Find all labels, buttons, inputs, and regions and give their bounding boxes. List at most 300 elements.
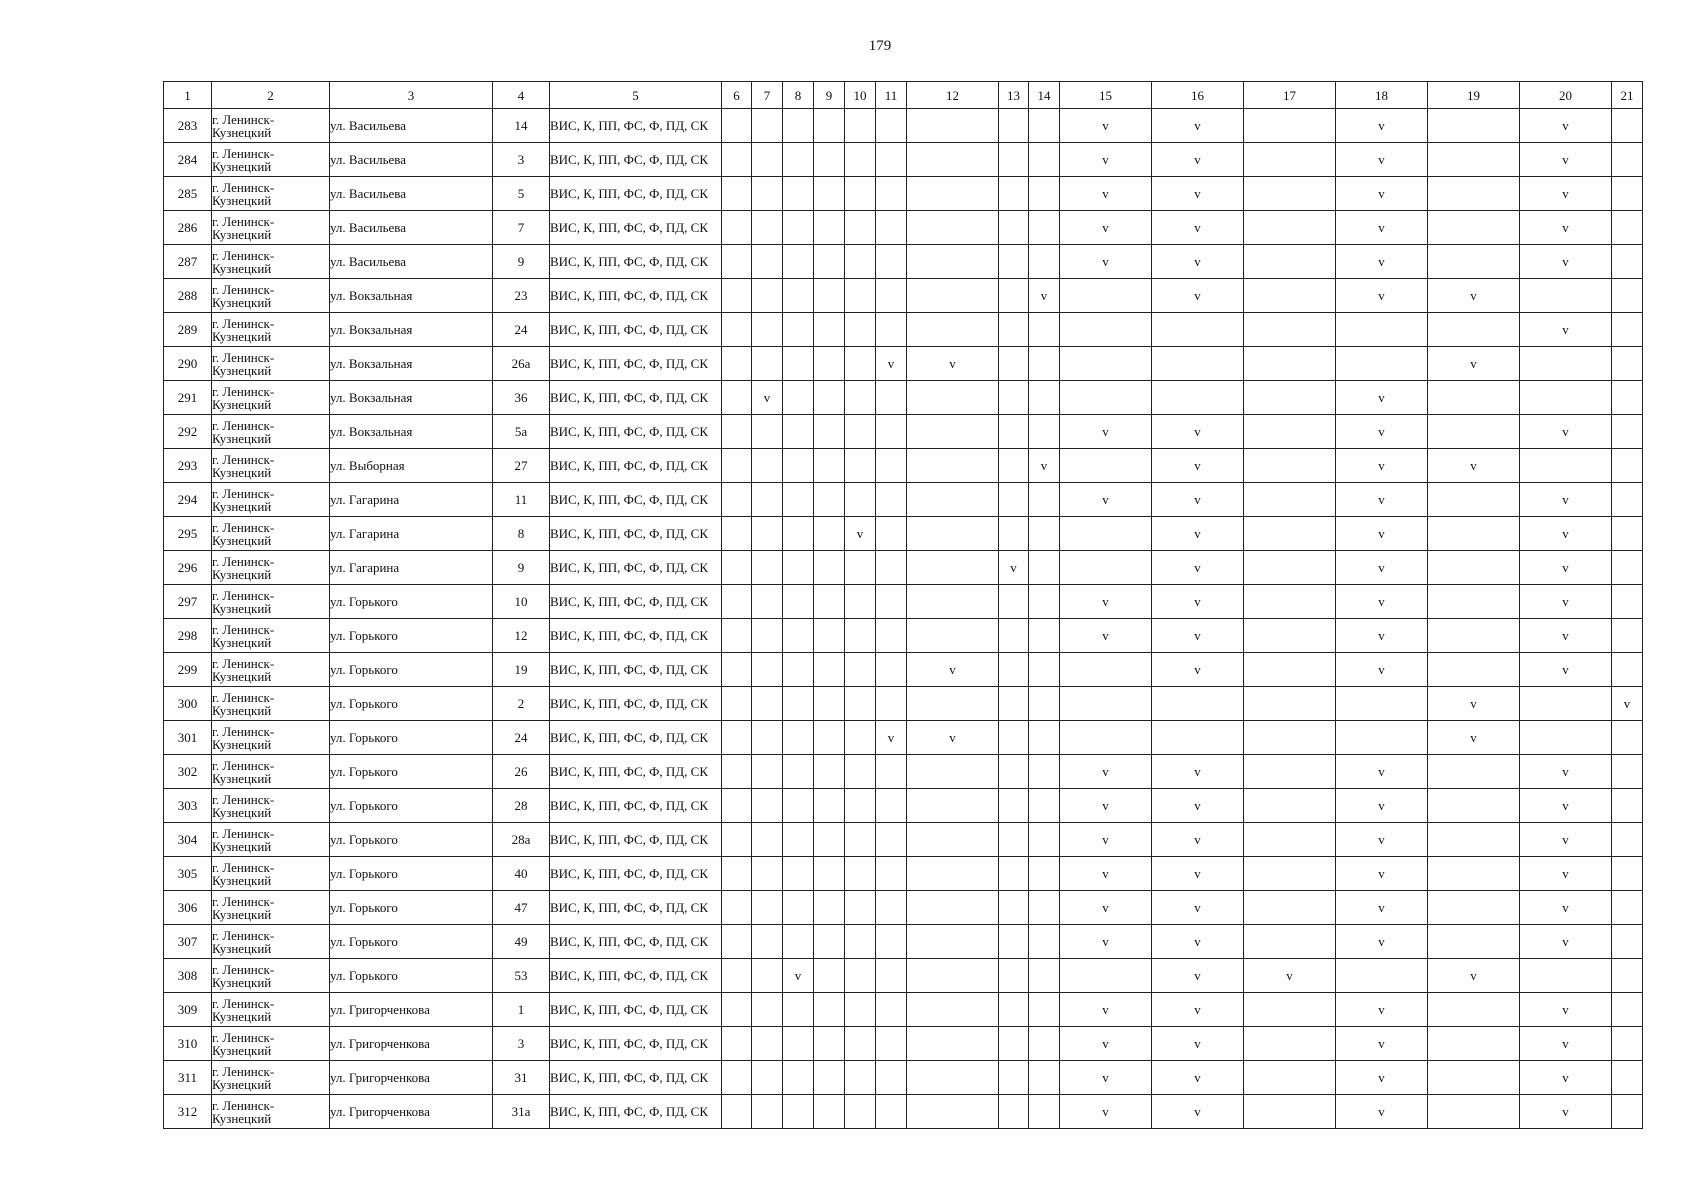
city-cell: г. Ленинск-Кузнецкий — [212, 687, 330, 721]
empty-cell — [752, 313, 783, 347]
check-mark-cell: v — [1152, 585, 1244, 619]
check-mark-cell: v — [1336, 381, 1428, 415]
check-mark-cell: v — [1152, 483, 1244, 517]
empty-cell — [1060, 313, 1152, 347]
empty-cell — [814, 959, 845, 993]
empty-cell — [752, 551, 783, 585]
table-row — [164, 1027, 1643, 1061]
empty-cell — [999, 993, 1029, 1027]
house-number-cell: 53 — [493, 959, 550, 993]
empty-cell — [752, 279, 783, 313]
empty-cell — [722, 1027, 752, 1061]
empty-cell — [783, 551, 814, 585]
empty-cell — [722, 687, 752, 721]
city-cell: г. Ленинск-Кузнецкий — [212, 721, 330, 755]
city-cell: г. Ленинск-Кузнецкий — [212, 347, 330, 381]
empty-cell — [999, 143, 1029, 177]
work-types-cell: ВИС, К, ПП, ФС, Ф, ПД, СК — [550, 755, 722, 789]
empty-cell — [845, 245, 876, 279]
city-cell: г. Ленинск-Кузнецкий — [212, 1095, 330, 1129]
check-mark-cell: v — [1428, 449, 1520, 483]
address-table — [163, 81, 1643, 1129]
check-mark-cell: v — [876, 721, 907, 755]
check-mark-cell: v — [1336, 279, 1428, 313]
house-number-cell: 24 — [493, 721, 550, 755]
empty-cell — [907, 789, 999, 823]
work-types-cell: ВИС, К, ПП, ФС, Ф, ПД, СК — [550, 925, 722, 959]
table-row — [164, 449, 1643, 483]
empty-cell — [722, 211, 752, 245]
empty-cell — [814, 245, 845, 279]
empty-cell — [1244, 109, 1336, 143]
empty-cell — [1612, 619, 1643, 653]
empty-cell — [845, 891, 876, 925]
empty-cell — [752, 109, 783, 143]
check-mark-cell: v — [1060, 993, 1152, 1027]
empty-cell — [783, 313, 814, 347]
empty-cell — [752, 211, 783, 245]
work-types-cell: ВИС, К, ПП, ФС, Ф, ПД, СК — [550, 687, 722, 721]
empty-cell — [845, 993, 876, 1027]
empty-cell — [999, 653, 1029, 687]
empty-cell — [845, 109, 876, 143]
column-header: 11 — [876, 82, 907, 109]
empty-cell — [783, 721, 814, 755]
house-number-cell: 1 — [493, 993, 550, 1027]
empty-cell — [845, 823, 876, 857]
check-mark-cell: v — [1336, 483, 1428, 517]
empty-cell — [1244, 517, 1336, 551]
work-types-cell: ВИС, К, ПП, ФС, Ф, ПД, СК — [550, 449, 722, 483]
table-row — [164, 177, 1643, 211]
check-mark-cell: v — [1336, 177, 1428, 211]
empty-cell — [1520, 381, 1612, 415]
empty-cell — [1029, 109, 1060, 143]
empty-cell — [999, 279, 1029, 313]
table-row — [164, 653, 1643, 687]
empty-cell — [1244, 823, 1336, 857]
empty-cell — [814, 551, 845, 585]
empty-cell — [752, 347, 783, 381]
row-number-cell: 309 — [164, 993, 212, 1027]
work-types-cell: ВИС, К, ПП, ФС, Ф, ПД, СК — [550, 109, 722, 143]
table-row — [164, 211, 1643, 245]
check-mark-cell: v — [1060, 1061, 1152, 1095]
check-mark-cell: v — [1520, 585, 1612, 619]
city-cell: г. Ленинск-Кузнецкий — [212, 585, 330, 619]
work-types-cell: ВИС, К, ПП, ФС, Ф, ПД, СК — [550, 959, 722, 993]
city-cell: г. Ленинск-Кузнецкий — [212, 653, 330, 687]
empty-cell — [722, 1095, 752, 1129]
empty-cell — [783, 449, 814, 483]
empty-cell — [814, 143, 845, 177]
work-types-cell: ВИС, К, ПП, ФС, Ф, ПД, СК — [550, 619, 722, 653]
street-cell: ул. Горького — [330, 687, 493, 721]
empty-cell — [814, 177, 845, 211]
empty-cell — [752, 1027, 783, 1061]
empty-cell — [1029, 211, 1060, 245]
check-mark-cell: v — [1060, 177, 1152, 211]
empty-cell — [999, 1095, 1029, 1129]
empty-cell — [1428, 925, 1520, 959]
empty-cell — [722, 857, 752, 891]
empty-cell — [1428, 993, 1520, 1027]
check-mark-cell: v — [1520, 1027, 1612, 1061]
check-mark-cell: v — [1060, 585, 1152, 619]
empty-cell — [876, 279, 907, 313]
header-row — [164, 82, 1643, 109]
check-mark-cell: v — [1336, 993, 1428, 1027]
street-cell: ул. Выборная — [330, 449, 493, 483]
empty-cell — [783, 143, 814, 177]
table-row — [164, 959, 1643, 993]
empty-cell — [814, 347, 845, 381]
empty-cell — [845, 653, 876, 687]
empty-cell — [999, 415, 1029, 449]
city-cell: г. Ленинск-Кузнецкий — [212, 415, 330, 449]
house-number-cell: 47 — [493, 891, 550, 925]
row-number-cell: 300 — [164, 687, 212, 721]
empty-cell — [1060, 721, 1152, 755]
city-cell: г. Ленинск-Кузнецкий — [212, 211, 330, 245]
empty-cell — [1428, 823, 1520, 857]
empty-cell — [845, 959, 876, 993]
row-number-cell: 307 — [164, 925, 212, 959]
empty-cell — [1612, 245, 1643, 279]
empty-cell — [1244, 993, 1336, 1027]
empty-cell — [752, 1095, 783, 1129]
empty-cell — [999, 313, 1029, 347]
empty-cell — [1520, 279, 1612, 313]
empty-cell — [752, 619, 783, 653]
empty-cell — [876, 823, 907, 857]
table-row — [164, 245, 1643, 279]
house-number-cell: 7 — [493, 211, 550, 245]
check-mark-cell: v — [1520, 551, 1612, 585]
empty-cell — [752, 517, 783, 551]
empty-cell — [907, 619, 999, 653]
row-number-cell: 296 — [164, 551, 212, 585]
work-types-cell: ВИС, К, ПП, ФС, Ф, ПД, СК — [550, 551, 722, 585]
empty-cell — [722, 449, 752, 483]
empty-cell — [907, 925, 999, 959]
empty-cell — [814, 449, 845, 483]
empty-cell — [845, 925, 876, 959]
empty-cell — [783, 245, 814, 279]
check-mark-cell: v — [1520, 755, 1612, 789]
empty-cell — [783, 823, 814, 857]
empty-cell — [1244, 687, 1336, 721]
empty-cell — [752, 653, 783, 687]
empty-cell — [1612, 143, 1643, 177]
empty-cell — [1244, 1095, 1336, 1129]
empty-cell — [1428, 109, 1520, 143]
city-cell: г. Ленинск-Кузнецкий — [212, 823, 330, 857]
empty-cell — [907, 415, 999, 449]
check-mark-cell: v — [1520, 1095, 1612, 1129]
city-cell: г. Ленинск-Кузнецкий — [212, 755, 330, 789]
column-header: 18 — [1336, 82, 1428, 109]
empty-cell — [783, 279, 814, 313]
empty-cell — [752, 177, 783, 211]
empty-cell — [1029, 891, 1060, 925]
check-mark-cell: v — [1520, 857, 1612, 891]
empty-cell — [999, 721, 1029, 755]
empty-cell — [1428, 415, 1520, 449]
empty-cell — [814, 789, 845, 823]
check-mark-cell: v — [1336, 551, 1428, 585]
empty-cell — [783, 755, 814, 789]
empty-cell — [907, 449, 999, 483]
empty-cell — [1428, 1027, 1520, 1061]
empty-cell — [814, 857, 845, 891]
check-mark-cell: v — [1428, 687, 1520, 721]
table-row — [164, 109, 1643, 143]
house-number-cell: 28 — [493, 789, 550, 823]
check-mark-cell: v — [907, 347, 999, 381]
empty-cell — [845, 483, 876, 517]
check-mark-cell: v — [1336, 1061, 1428, 1095]
empty-cell — [1029, 993, 1060, 1027]
empty-cell — [1612, 279, 1643, 313]
empty-cell — [907, 1061, 999, 1095]
check-mark-cell: v — [1336, 1095, 1428, 1129]
check-mark-cell: v — [1152, 619, 1244, 653]
empty-cell — [907, 381, 999, 415]
city-cell: г. Ленинск-Кузнецкий — [212, 381, 330, 415]
empty-cell — [1612, 925, 1643, 959]
empty-cell — [752, 687, 783, 721]
empty-cell — [1428, 143, 1520, 177]
empty-cell — [1612, 789, 1643, 823]
empty-cell — [876, 959, 907, 993]
empty-cell — [1612, 347, 1643, 381]
empty-cell — [722, 1061, 752, 1095]
check-mark-cell: v — [1152, 415, 1244, 449]
city-cell: г. Ленинск-Кузнецкий — [212, 517, 330, 551]
table-row — [164, 687, 1643, 721]
empty-cell — [845, 1027, 876, 1061]
empty-cell — [999, 789, 1029, 823]
empty-cell — [907, 177, 999, 211]
column-header: 12 — [907, 82, 999, 109]
empty-cell — [876, 109, 907, 143]
empty-cell — [1336, 347, 1428, 381]
column-header: 7 — [752, 82, 783, 109]
empty-cell — [845, 619, 876, 653]
check-mark-cell: v — [1520, 313, 1612, 347]
check-mark-cell: v — [1244, 959, 1336, 993]
check-mark-cell: v — [1060, 109, 1152, 143]
check-mark-cell: v — [1152, 177, 1244, 211]
table-row — [164, 585, 1643, 619]
check-mark-cell: v — [1152, 925, 1244, 959]
check-mark-cell: v — [1520, 109, 1612, 143]
table-row — [164, 279, 1643, 313]
empty-cell — [1612, 585, 1643, 619]
empty-cell — [1612, 1061, 1643, 1095]
work-types-cell: ВИС, К, ПП, ФС, Ф, ПД, СК — [550, 211, 722, 245]
empty-cell — [1029, 823, 1060, 857]
empty-cell — [876, 925, 907, 959]
empty-cell — [999, 1027, 1029, 1061]
empty-cell — [783, 857, 814, 891]
check-mark-cell: v — [1336, 653, 1428, 687]
empty-cell — [845, 143, 876, 177]
house-number-cell: 5 — [493, 177, 550, 211]
empty-cell — [876, 789, 907, 823]
city-cell: г. Ленинск-Кузнецкий — [212, 313, 330, 347]
house-number-cell: 11 — [493, 483, 550, 517]
empty-cell — [845, 687, 876, 721]
empty-cell — [1060, 653, 1152, 687]
empty-cell — [999, 211, 1029, 245]
empty-cell — [814, 653, 845, 687]
check-mark-cell: v — [1060, 143, 1152, 177]
empty-cell — [1612, 313, 1643, 347]
empty-cell — [783, 687, 814, 721]
work-types-cell: ВИС, К, ПП, ФС, Ф, ПД, СК — [550, 993, 722, 1027]
row-number-cell: 297 — [164, 585, 212, 619]
empty-cell — [845, 1095, 876, 1129]
work-types-cell: ВИС, К, ПП, ФС, Ф, ПД, СК — [550, 1095, 722, 1129]
house-number-cell: 3 — [493, 143, 550, 177]
check-mark-cell: v — [907, 721, 999, 755]
empty-cell — [876, 653, 907, 687]
row-number-cell: 308 — [164, 959, 212, 993]
empty-cell — [1244, 1027, 1336, 1061]
empty-cell — [783, 109, 814, 143]
city-cell: г. Ленинск-Кузнецкий — [212, 483, 330, 517]
empty-cell — [814, 381, 845, 415]
empty-cell — [814, 823, 845, 857]
city-cell: г. Ленинск-Кузнецкий — [212, 143, 330, 177]
check-mark-cell: v — [1060, 483, 1152, 517]
check-mark-cell: v — [1060, 415, 1152, 449]
empty-cell — [722, 143, 752, 177]
empty-cell — [814, 517, 845, 551]
check-mark-cell: v — [1152, 993, 1244, 1027]
table-row — [164, 483, 1643, 517]
empty-cell — [1520, 959, 1612, 993]
column-header: 6 — [722, 82, 752, 109]
check-mark-cell: v — [1029, 449, 1060, 483]
check-mark-cell: v — [1520, 483, 1612, 517]
empty-cell — [752, 925, 783, 959]
check-mark-cell: v — [1060, 1027, 1152, 1061]
empty-cell — [1612, 755, 1643, 789]
empty-cell — [722, 823, 752, 857]
row-number-cell: 288 — [164, 279, 212, 313]
street-cell: ул. Горького — [330, 619, 493, 653]
empty-cell — [999, 1061, 1029, 1095]
empty-cell — [1428, 1095, 1520, 1129]
empty-cell — [1336, 687, 1428, 721]
empty-cell — [752, 857, 783, 891]
house-number-cell: 23 — [493, 279, 550, 313]
empty-cell — [814, 721, 845, 755]
work-types-cell: ВИС, К, ПП, ФС, Ф, ПД, СК — [550, 517, 722, 551]
empty-cell — [907, 891, 999, 925]
check-mark-cell: v — [1520, 619, 1612, 653]
check-mark-cell: v — [1520, 211, 1612, 245]
empty-cell — [845, 279, 876, 313]
street-cell: ул. Григорченкова — [330, 1095, 493, 1129]
empty-cell — [752, 585, 783, 619]
empty-cell — [1244, 653, 1336, 687]
check-mark-cell: v — [1336, 1027, 1428, 1061]
check-mark-cell: v — [1060, 1095, 1152, 1129]
row-number-cell: 285 — [164, 177, 212, 211]
column-header: 10 — [845, 82, 876, 109]
check-mark-cell: v — [1336, 823, 1428, 857]
empty-cell — [1428, 857, 1520, 891]
city-cell: г. Ленинск-Кузнецкий — [212, 245, 330, 279]
empty-cell — [999, 755, 1029, 789]
empty-cell — [876, 1061, 907, 1095]
empty-cell — [1612, 857, 1643, 891]
check-mark-cell: v — [1336, 755, 1428, 789]
table-row — [164, 1061, 1643, 1095]
check-mark-cell: v — [1336, 517, 1428, 551]
empty-cell — [1428, 789, 1520, 823]
column-header: 1 — [164, 82, 212, 109]
empty-cell — [1428, 245, 1520, 279]
empty-cell — [722, 313, 752, 347]
city-cell: г. Ленинск-Кузнецкий — [212, 789, 330, 823]
empty-cell — [845, 857, 876, 891]
work-types-cell: ВИС, К, ПП, ФС, Ф, ПД, СК — [550, 313, 722, 347]
empty-cell — [722, 517, 752, 551]
empty-cell — [1612, 109, 1643, 143]
empty-cell — [876, 245, 907, 279]
check-mark-cell: v — [1152, 1095, 1244, 1129]
empty-cell — [1612, 449, 1643, 483]
house-number-cell: 8 — [493, 517, 550, 551]
row-number-cell: 311 — [164, 1061, 212, 1095]
empty-cell — [1336, 721, 1428, 755]
street-cell: ул. Горького — [330, 755, 493, 789]
table-row — [164, 143, 1643, 177]
empty-cell — [1244, 857, 1336, 891]
empty-cell — [1428, 517, 1520, 551]
empty-cell — [1612, 1027, 1643, 1061]
empty-cell — [1029, 415, 1060, 449]
empty-cell — [1029, 313, 1060, 347]
empty-cell — [876, 687, 907, 721]
check-mark-cell: v — [1520, 143, 1612, 177]
empty-cell — [783, 925, 814, 959]
empty-cell — [722, 551, 752, 585]
check-mark-cell: v — [1612, 687, 1643, 721]
empty-cell — [722, 381, 752, 415]
empty-cell — [814, 687, 845, 721]
house-number-cell: 3 — [493, 1027, 550, 1061]
table-row — [164, 551, 1643, 585]
work-types-cell: ВИС, К, ПП, ФС, Ф, ПД, СК — [550, 1061, 722, 1095]
empty-cell — [845, 415, 876, 449]
empty-cell — [907, 211, 999, 245]
empty-cell — [1428, 483, 1520, 517]
empty-cell — [722, 653, 752, 687]
empty-cell — [814, 891, 845, 925]
house-number-cell: 26 — [493, 755, 550, 789]
table-row — [164, 823, 1643, 857]
street-cell: ул. Горького — [330, 823, 493, 857]
empty-cell — [1612, 551, 1643, 585]
empty-cell — [1244, 483, 1336, 517]
city-cell: г. Ленинск-Кузнецкий — [212, 551, 330, 585]
